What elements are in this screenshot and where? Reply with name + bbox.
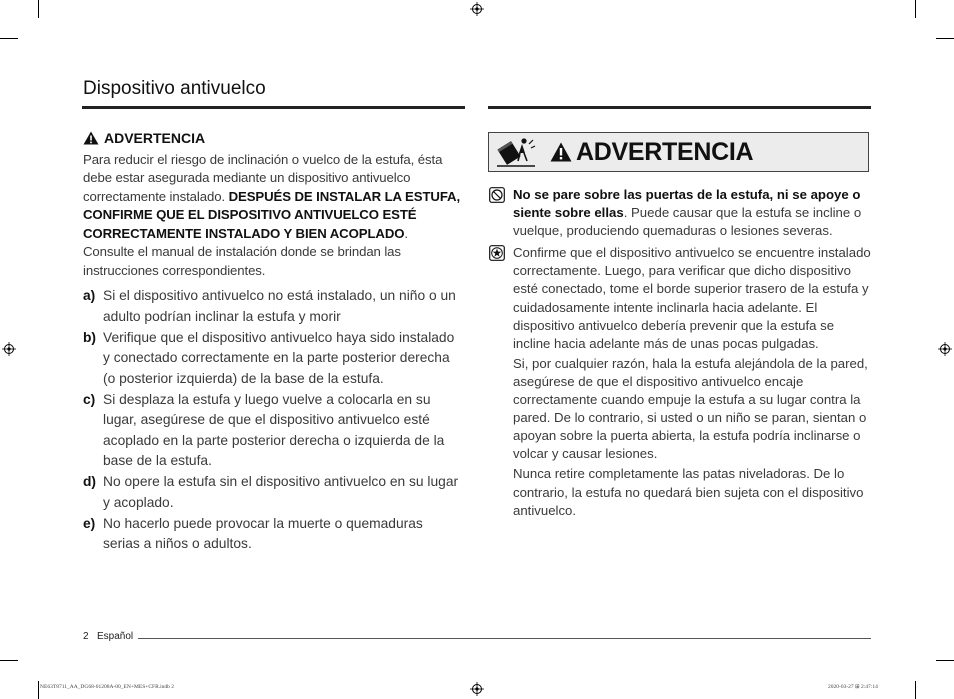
list-item	[83, 286, 461, 327]
list-item	[489, 186, 871, 242]
list-item-label: d)	[83, 474, 97, 489]
warning-triangle-icon	[83, 131, 99, 145]
list-item-label: c)	[83, 391, 96, 407]
footer-rule	[138, 638, 871, 639]
crop-mark	[38, 0, 39, 18]
crop-mark	[38, 681, 39, 699]
list-item	[489, 244, 871, 521]
crop-mark	[0, 38, 18, 39]
list-item-text	[513, 244, 871, 521]
important-star-icon	[489, 245, 505, 261]
list-item-text: Verifique que el dispositivo antivuelco haya sido instalado y conectado correctamente en la parte posterior derecha (o posterior izquierda) de la base de la estufa.	[103, 329, 455, 386]
list-item	[83, 328, 461, 390]
prohibition-paragraph	[513, 186, 871, 240]
left-warning-block	[83, 129, 461, 555]
crop-mark	[915, 0, 916, 18]
page-language: Español	[97, 631, 134, 642]
print-file-slug: NE63T8711_AA_DG68-01208A-00_EN+MES+CFR.indb 2	[40, 684, 175, 690]
prohibition-text: . Puede causar que la estufa se incline o vuelque, produciendo quemaduras o lesiones severas.	[513, 205, 862, 239]
crop-mark	[936, 38, 954, 39]
tipping-stove-icon	[495, 134, 537, 170]
page-number: 2	[83, 631, 89, 642]
warning-intro-text: . Consulte el manual de instalación donde se brindan las instrucciones correspondientes.	[83, 225, 408, 278]
list-item-label: e)	[83, 515, 96, 531]
list-item-label: a)	[83, 288, 96, 303]
warning-list	[83, 286, 461, 555]
list-item-label: b)	[83, 329, 97, 345]
warning-intro-emphasis: DESPUÉS DE INSTALAR LA ESTUFA, CONFIRME QUE EL DISPOSITIVO ANTIVUELCO ESTÉ CORRECTAMENTE INSTALADO Y BIEN ACOPLADO	[83, 188, 461, 241]
warning-triangle-icon	[550, 142, 572, 162]
list-item	[83, 514, 461, 555]
right-warning-block	[489, 186, 871, 524]
registration-mark-icon	[2, 342, 16, 356]
warning-heading-text: ADVERTENCIA	[104, 130, 206, 146]
warning-intro-text: Para reducir el riesgo de inclinación o vuelco de la estufa, ésta debe estar asegurada mediante un dispositivo antivuelco correctamente instalado.	[83, 151, 443, 204]
crop-mark	[915, 681, 916, 699]
list-item-text	[513, 186, 871, 242]
registration-mark-icon	[938, 342, 952, 356]
list-item-text: Si desplaza la estufa y luego vuelve a colocarla en su lugar, asegúrese de que el dispositivo antivuelco esté acoplado en la parte posterior derecha o izquierda de la base de la estufa.	[103, 391, 445, 468]
warning-heading	[83, 129, 461, 148]
crop-mark	[936, 660, 954, 661]
prohibition-emphasis: No se pare sobre las puertas de la estufa, ni se apoye o siente sobre ellas	[513, 187, 861, 221]
warning-banner-title: ADVERTENCIA	[576, 137, 754, 166]
list-item	[83, 390, 461, 472]
warning-banner	[488, 132, 869, 172]
instruction-paragraph: Si, por cualquier razón, hala la estufa alejándola de la pared, asegúrese de que el dispositivo antivuelco encaje correctamente cuando empuje la estufa a su lugar contra la pared. De lo contrario, si usted o un niño se paran, sientan o apoyan sobre la puerta abierta, la estufa podría inclinarse o volcar y causar lesiones.	[513, 355, 868, 462]
crop-mark	[0, 660, 18, 661]
section-title: Dispositivo antivuelco	[83, 78, 266, 99]
instruction-paragraph: Confirme que el dispositivo antivuelco se encuentre instalado correctamente. Luego, para verificar que dicho dispositivo esté conectado, tome el borde superior trasero de la estufa y cuidadosamente intente inclinarla hacia adelante. El dispositivo antivuelco debería prevenir que la estufa se incline hacia adelante más de unas pocas pulgadas.	[513, 245, 871, 351]
instruction-paragraph: Nunca retire completamente las patas niveladoras. De lo contrario, la estufa no quedará bien sujeta con el dispositivo antivuelco.	[513, 466, 864, 518]
list-item-text: No hacerlo puede provocar la muerte o quemaduras serias a niños o adultos.	[103, 515, 423, 551]
section-rule-left	[82, 106, 465, 109]
registration-mark-icon	[470, 682, 484, 696]
section-rule-right	[488, 106, 871, 109]
list-item	[83, 472, 461, 513]
warning-intro	[83, 151, 461, 281]
registration-mark-icon	[470, 2, 484, 16]
prohibited-icon	[489, 187, 505, 203]
list-item-text: Si el dispositivo antivuelco no está instalado, un niño o un adulto podrían inclinar la estufa y morir	[103, 288, 456, 324]
print-date-slug: 2020-03-27 ⊞ 2:47:14	[828, 684, 878, 690]
list-item-text: No opere la estufa sin el dispositivo antivuelco en su lugar y acoplado.	[103, 474, 459, 510]
